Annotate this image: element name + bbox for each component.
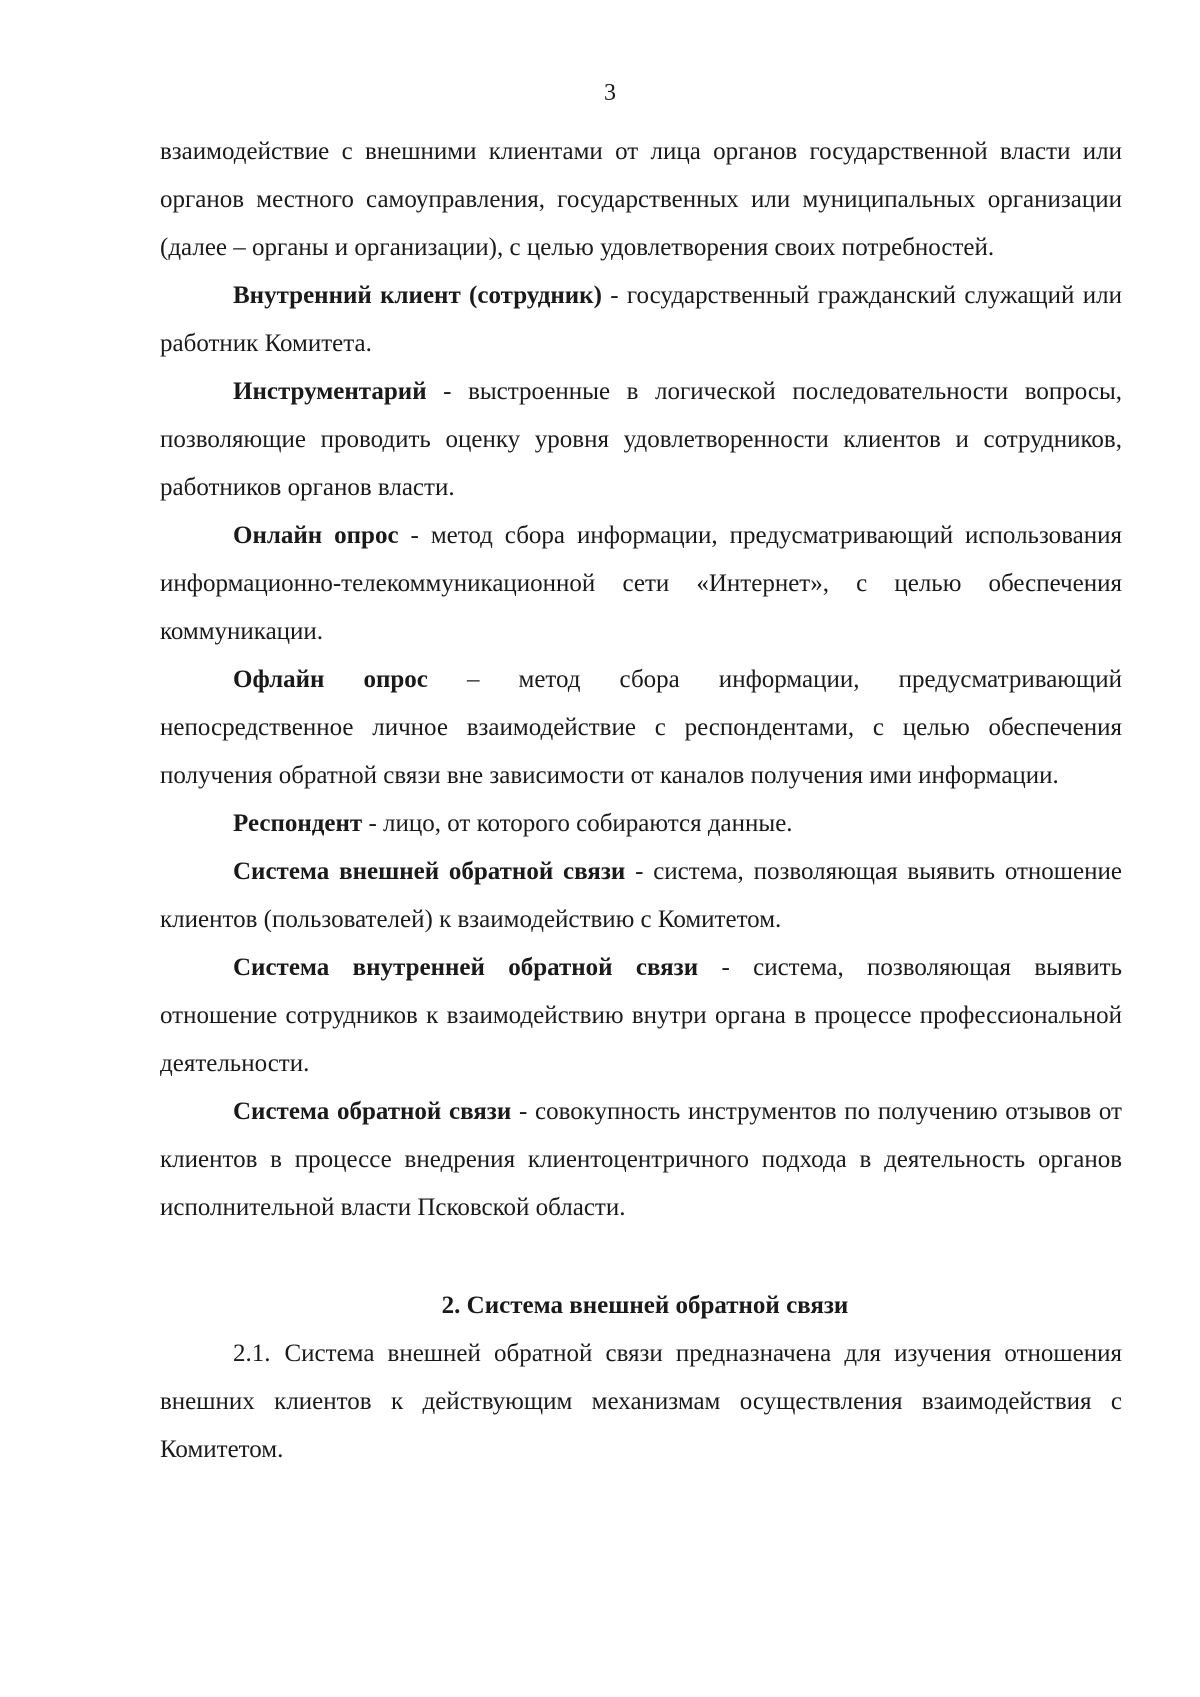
definition-text: - метод сбора информации, предусматривающий использования информационно-телекоммуникационной сети «Интернет», с целью обеспечения коммуникации. [160, 522, 1122, 645]
paragraph-continuation [160, 128, 1122, 272]
section-heading: 2. Система внешней обратной связи [441, 1292, 849, 1319]
definition-internal-feedback-system [160, 944, 1122, 1088]
section-clause [160, 1330, 1122, 1474]
clause-number: 2.1. [233, 1340, 271, 1367]
definition-term: Респондент [233, 810, 363, 837]
definition-external-feedback-system [160, 848, 1122, 944]
definition-feedback-system [160, 1088, 1122, 1232]
definition-text: - система, позволяющая выявить отношение сотрудников к взаимодействию внутри органа в процессе профессиональной деятельности. [160, 954, 1122, 1077]
paragraph-text: взаимодействие с внешними клиентами от лица органов государственной власти или органов местного самоуправления, государственных или муниципальных организации (далее – органы и организации), с целью удовлетворения своих потребностей. [160, 138, 1122, 261]
definition-toolkit [160, 368, 1122, 512]
definition-respondent [160, 800, 1122, 848]
definition-term: Онлайн опрос [233, 522, 399, 549]
definition-offline-survey [160, 656, 1122, 800]
definition-term: Система внешней обратной связи [233, 858, 626, 885]
definition-text: - система, позволяющая выявить отношение клиентов (пользователей) к взаимодействию с Комитетом. [160, 858, 1122, 933]
clause-text: Система внешней обратной связи предназначена для изучения отношения внешних клиентов к действующим механизмам осуществления взаимодействия с Комитетом. [160, 1340, 1122, 1463]
definition-internal-client [160, 272, 1122, 368]
definition-term: Внутренний клиент (сотрудник) [233, 282, 602, 309]
definition-term: Офлайн опрос [233, 666, 428, 693]
definition-text: - совокупность инструментов по получению отзывов от клиентов в процессе внедрения клиентоцентричного подхода в деятельность органов исполнительной власти Псковской области. [160, 1098, 1122, 1221]
definition-text: – метод сбора информации, предусматривающий непосредственное личное взаимодействие с респондентами, с целью обеспечения получения обратной связи вне зависимости от каналов получения ими информации. [160, 666, 1122, 789]
definition-text: - выстроенные в логической последовательности вопросы, позволяющие проводить оценку уровня удовлетворенности клиентов и сотрудников, работников органов власти. [160, 378, 1122, 501]
definition-term: Инструментарий [233, 378, 427, 405]
definition-term: Система внутренней обратной связи [233, 954, 699, 981]
document-body [160, 128, 1122, 1474]
definition-text: - лицо, от которого собираются данные. [362, 810, 793, 837]
definition-online-survey [160, 512, 1122, 656]
definition-term: Система обратной связи [233, 1098, 512, 1125]
page-number: 3 [604, 80, 616, 106]
definition-text: - государственный гражданский служащий или работник Комитета. [160, 282, 1122, 357]
